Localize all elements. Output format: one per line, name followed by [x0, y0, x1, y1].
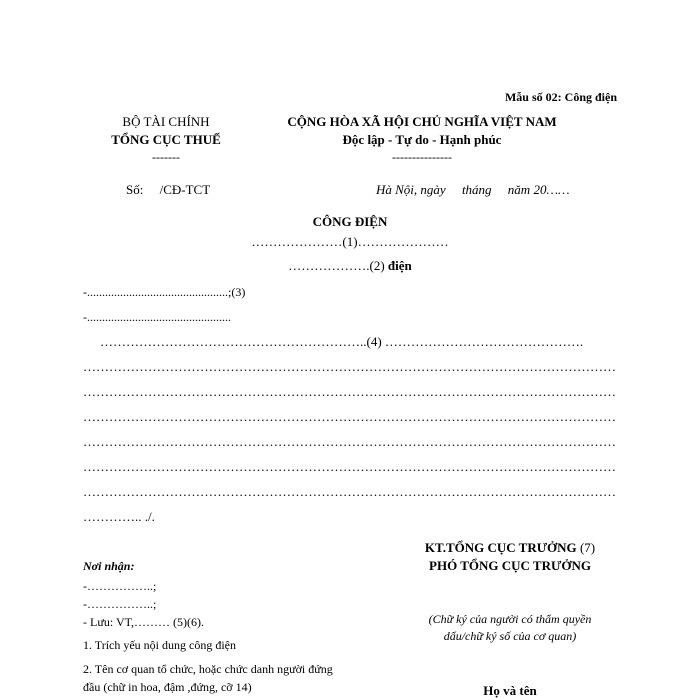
signer-name: Họ và tên: [483, 683, 537, 698]
receivers-label: Nơi nhận:: [83, 559, 135, 573]
body-line: ……………………………………………………………………………………………………………: [83, 359, 616, 374]
body-line: ……………………………………………………………………………………………………………: [83, 409, 616, 424]
agency-divider: -------: [152, 150, 180, 164]
document-number: Số: /CĐ-TCT: [126, 182, 211, 197]
nation-name: CỘNG HÒA XÃ HỘI CHỦ NGHĨA VIỆT NAM: [287, 114, 557, 129]
signature-note: dấu/chữ ký số của cơ quan): [443, 629, 577, 643]
motto-divider: ---------------: [392, 150, 452, 164]
agency-parent: BỘ TÀI CHÍNH: [122, 114, 210, 129]
body-line: ……………………………………………………………………………………………………………: [83, 459, 616, 474]
body-line: ……………………………………………………………………………………………………………: [83, 384, 616, 399]
agency-name: TỔNG CỤC THUẾ: [111, 132, 221, 147]
nation-motto: Độc lập - Tự do - Hạnh phúc: [342, 132, 502, 147]
footnote: đầu (chữ in hoa, đậm ,đứng, cỡ 14): [83, 680, 252, 694]
footnote: 1. Trích yếu nội dung công điện: [83, 638, 236, 652]
body-first-line: ……………………………………………………..(4) ……………………………………….: [100, 334, 584, 349]
place-date: Hà Nội, ngày tháng năm 20……: [376, 182, 570, 197]
body-end: ………….. ./.: [83, 509, 155, 524]
receiver-item: -……………..;: [83, 597, 157, 611]
footnote: 2. Tên cơ quan tổ chức, hoặc chức danh người đứng: [83, 662, 333, 676]
signature-note: (Chữ ký của người có thẩm quyền: [428, 612, 592, 626]
body-line: ……………………………………………………………………………………………………………: [83, 484, 616, 499]
receiver-item: - Lưu: VT,……… (5)(6).: [83, 615, 205, 629]
body-line: ……………………………………………………………………………………………………………: [83, 434, 616, 449]
recipient-line: -................................................: [83, 310, 231, 324]
addressee-line: ……………….(2) điện: [288, 258, 412, 273]
document-title: CÔNG ĐIỆN: [312, 214, 388, 229]
receiver-item: -……………..;: [83, 579, 157, 593]
recipient-line: -...............................................;(3): [83, 285, 246, 299]
document-summary-line: …………………(1)…………………: [251, 234, 449, 249]
signer-title: KT.TỔNG CỤC TRƯỞNG (7): [424, 540, 596, 555]
form-number: Mẫu số 02: Công điện: [504, 90, 617, 104]
signer-subtitle: PHÓ TỔNG CỤC TRƯỞNG: [429, 558, 591, 573]
